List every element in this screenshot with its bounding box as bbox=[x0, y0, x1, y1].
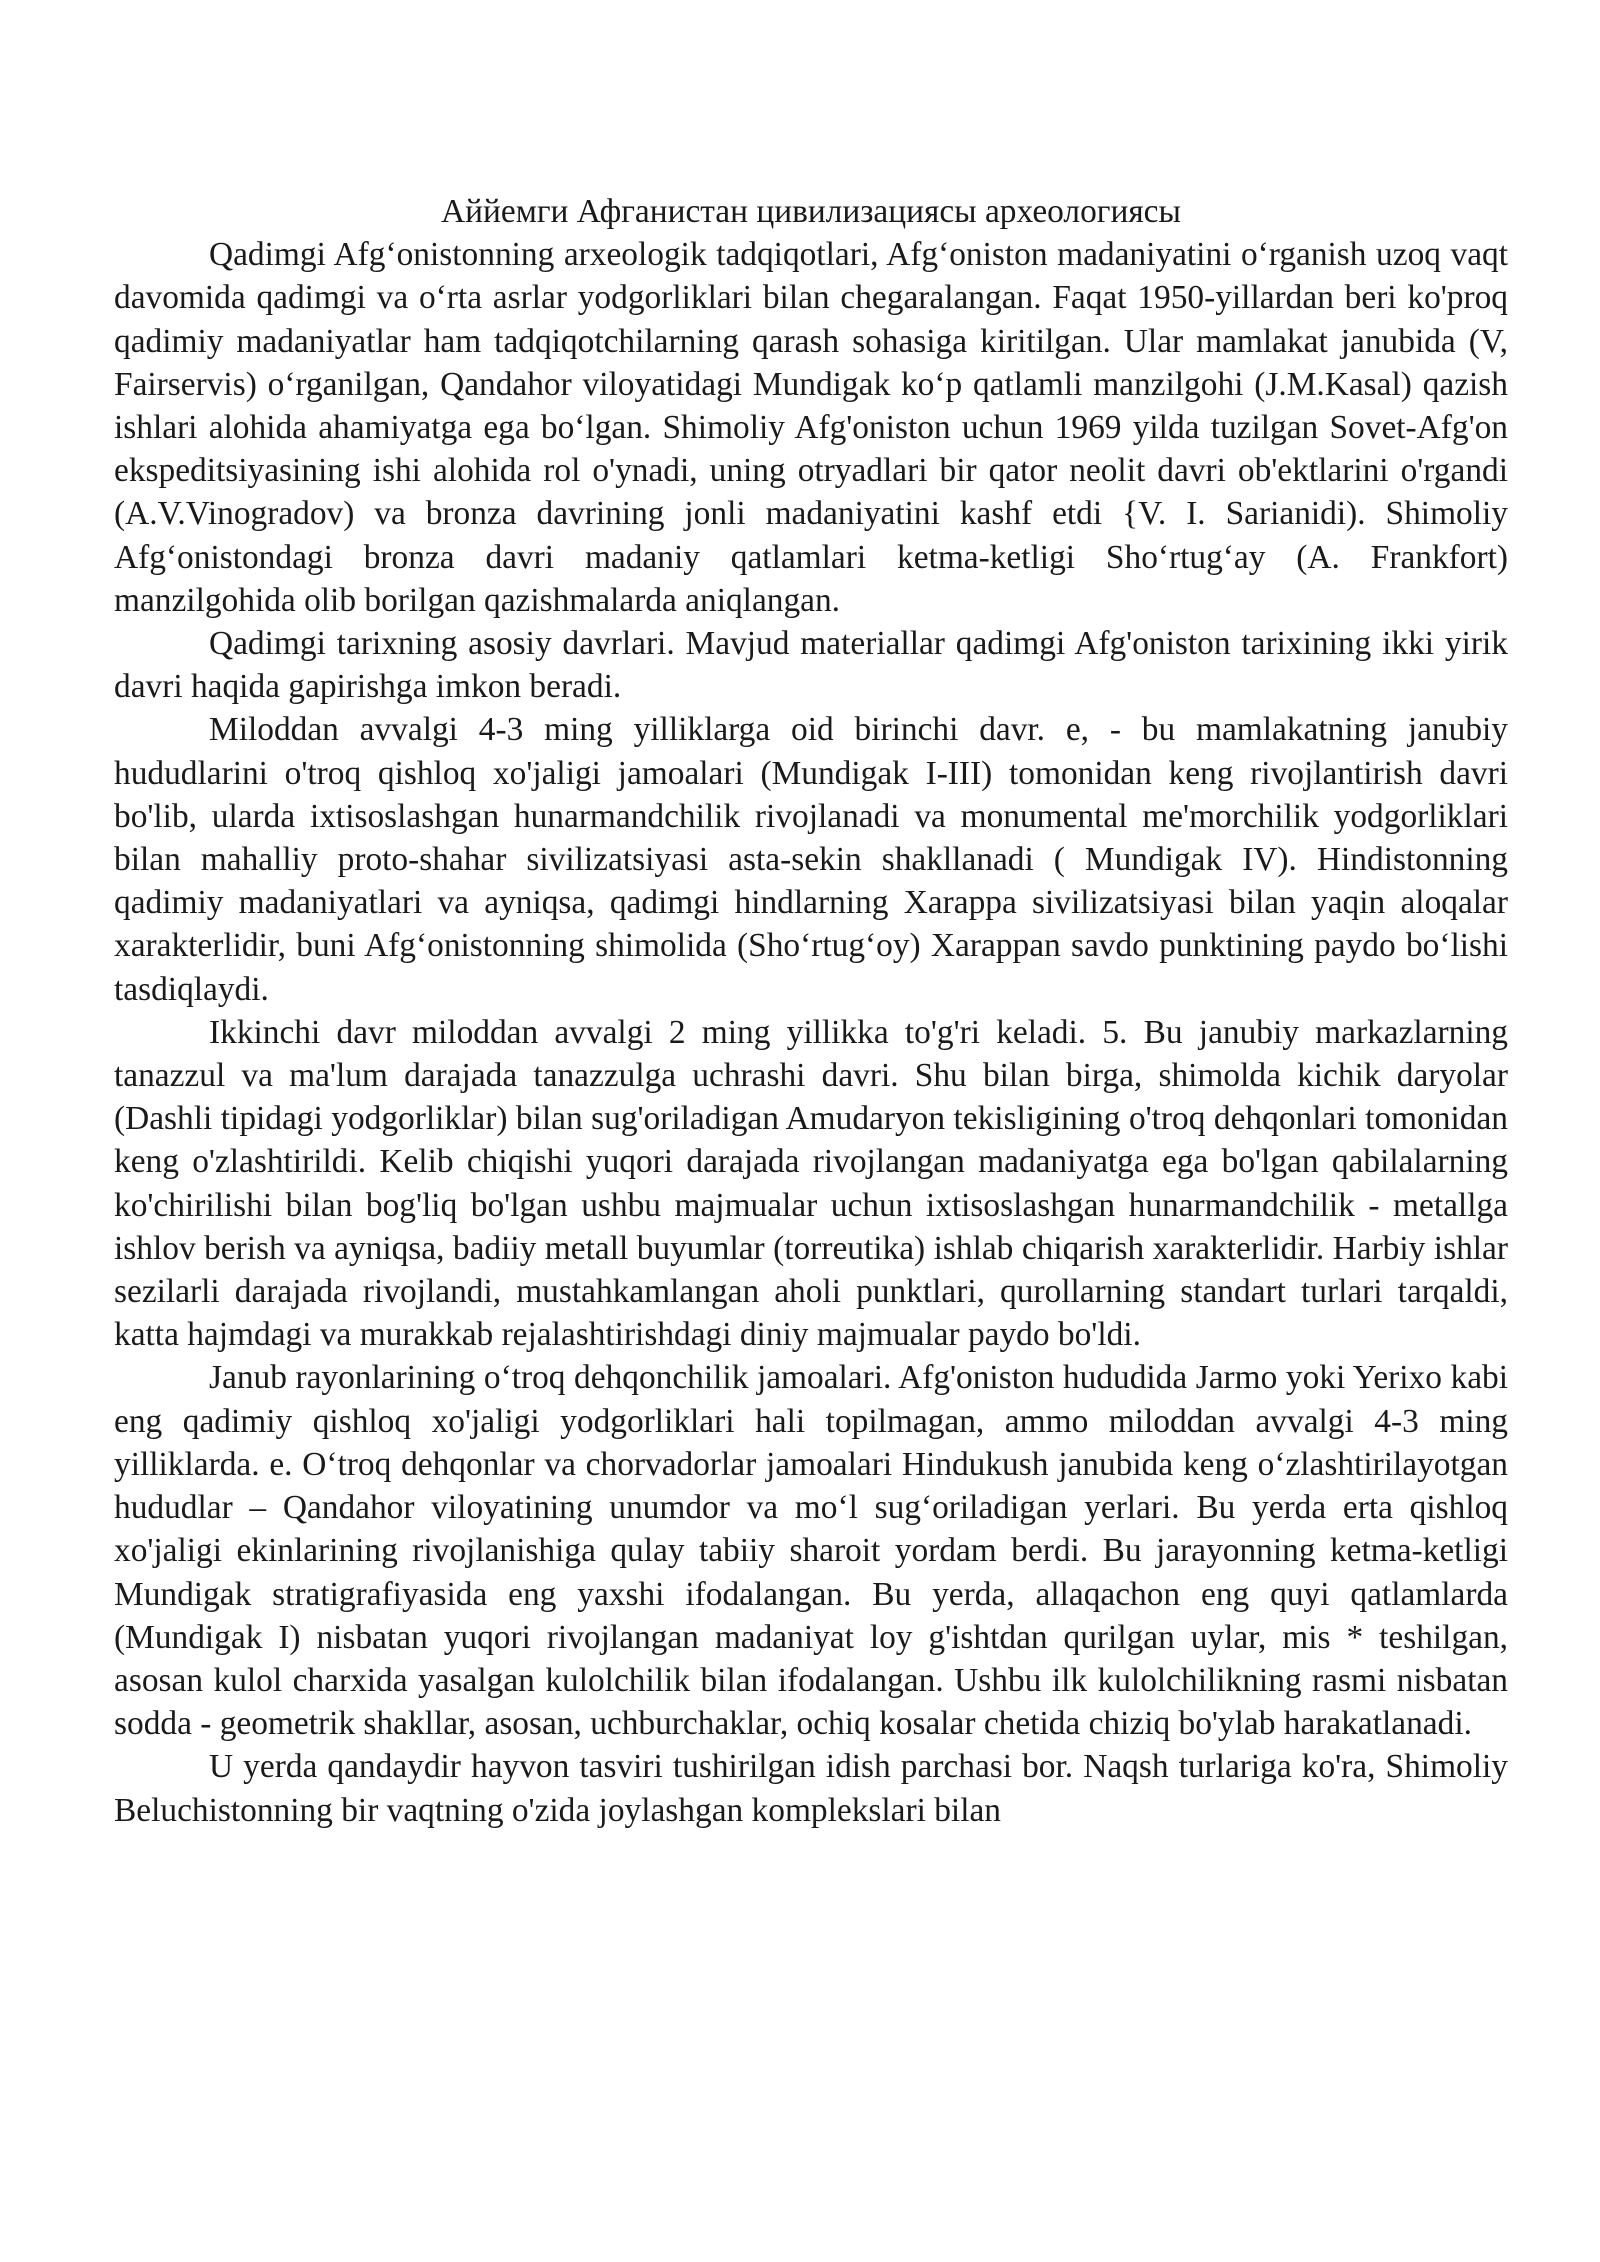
document-title: Аййемги Афганистан цивилизациясы археологиясы bbox=[441, 193, 1181, 230]
paragraph: Ikkinchi davr miloddan avvalgi 2 ming yillikka to'g'ri keladi. 5. Bu janubiy markazlarning tanazzul va ma'lum darajada tanazzulga uchrashi davri. Shu bilan birga, shimolda kichik daryolar (Dashli tipidagi yodgorliklar) bilan sug'oriladigan Amudaryon tekisligining o'troq dehqonlari tomonidan keng o'zlashtirildi. Kelib chiqishi yuqori darajada rivojlangan madaniyatga ega bo'lgan qabilalarning ko'chirilishi bilan bog'liq bo'lgan ushbu majmualar uchun ixtisoslashgan hunarmandchilik - metallga ishlov berish va ayniqsa, badiiy metall buyumlar (torreutika) ishlab chiqarish xarakterlidir. Harbiy ishlar sezilarli darajada rivojlandi, mustahkamlangan aholi punktlari, qurollarning standart turlari tarqaldi, katta hajmdagi va murakkab rejalashtirishdagi diniy majmualar paydo bo'ldi. bbox=[114, 1013, 1508, 1354]
paragraph: U yerda qandaydir hayvon tasviri tushirilgan idish parchasi bor. Naqsh turlariga ko'ra, Shimoliy Beluchistonning bir vaqtning o'zida joylashgan komplekslari bilan bbox=[114, 1748, 1508, 1829]
document-page bbox=[114, 190, 1508, 1832]
paragraph: Qadimgi tarixning asosiy davrlari. Mavjud materiallar qadimgi Afg'oniston tarixining ikki yirik davri haqida gapirishga imkon beradi. bbox=[114, 625, 1508, 706]
paragraph: Miloddan avvalgi 4-3 ming yilliklarga oid birinchi davr. e, - bu mamlakatning janubiy hududlarini o'troq qishloq xo'jaligi jamoalari (Mundigak I-III) tomonidan keng rivojlantirish davri bo'lib, ularda ixtisoslashgan hunarmandchilik rivojlanadi va monumental me'morchilik yodgorliklari bilan mahalliy proto-shahar sivilizatsiyasi asta-sekin shakllanadi ( Mundigak IV). Hindistonning qadimiy madaniyatlari va ayniqsa, qadimgi hindlarning Xarappa sivilizatsiyasi bilan yaqin aloqalar xarakterlidir, buni Afg‘onistonning shimolida (Sho‘rtug‘oy) Xarappan savdo punktining paydo bo‘lishi tasdiqlaydi. bbox=[114, 711, 1508, 1008]
paragraph: Qadimgi Afg‘onistonning arxeologik tadqiqotlari, Afg‘oniston madaniyatini o‘rganish uzoq vaqt davomida qadimgi va o‘rta asrlar yodgorliklari bilan chegaralangan. Faqat 1950-yillardan beri ko'proq qadimiy madaniyatlar ham tadqiqotchilarning qarash sohasiga kiritilgan. Ular mamlakat janubida (V, Fairservis) o‘rganilgan, Qandahor viloyatidagi Mundigak ko‘p qatlamli manzilgohi (J.M.Kasal) qazish ishlari alohida ahamiyatga ega bo‘lgan. Shimoliy Afg'oniston uchun 1969 yilda tuzilgan Sovet-Afg'on ekspeditsiyasining ishi alohida rol o'ynadi, uning otryadlari bir qator neolit davri ob'ektlarini o'rgandi (A.V.Vinogradov) va bronza davrining jonli madaniyatini kashf etdi {V. I. Sarianidi). Shimoliy Afg‘onistondagi bronza davri madaniy qatlamlari ketma-ketligi Sho‘rtug‘ay (A. Frankfort) manzilgohida olib borilgan qazishmalarda aniqlangan. bbox=[114, 236, 1508, 619]
paragraph: Janub rayonlarining o‘troq dehqonchilik jamoalari. Afg'oniston hududida Jarmo yoki Yerixo kabi eng qadimiy qishloq xo'jaligi yodgorliklari hali topilmagan, ammo miloddan avvalgi 4-3 ming yilliklarda. e. O‘troq dehqonlar va chorvadorlar jamoalari Hindukush janubida keng o‘zlashtirilayotgan hududlar – Qandahor viloyatining unumdor va mo‘l sug‘oriladigan yerlari. Bu yerda erta qishloq xo'jaligi ekinlarining rivojlanishiga qulay tabiiy sharoit yordam berdi. Bu jarayonning ketma-ketligi Mundigak stratigrafiyasida eng yaxshi ifodalangan. Bu yerda, allaqachon eng quyi qatlamlarda (Mundigak I) nisbatan yuqori rivojlangan madaniyat loy g'ishtdan qurilgan uylar, mis * teshilgan, asosan kulol charxida yasalgan kulolchilik bilan ifodalangan. Ushbu ilk kulolchilikning rasmi nisbatan sodda - geometrik shakllar, asosan, uchburchaklar, ochiq kosalar chetida chiziq bo'ylab harakatlanadi. bbox=[114, 1359, 1508, 1743]
